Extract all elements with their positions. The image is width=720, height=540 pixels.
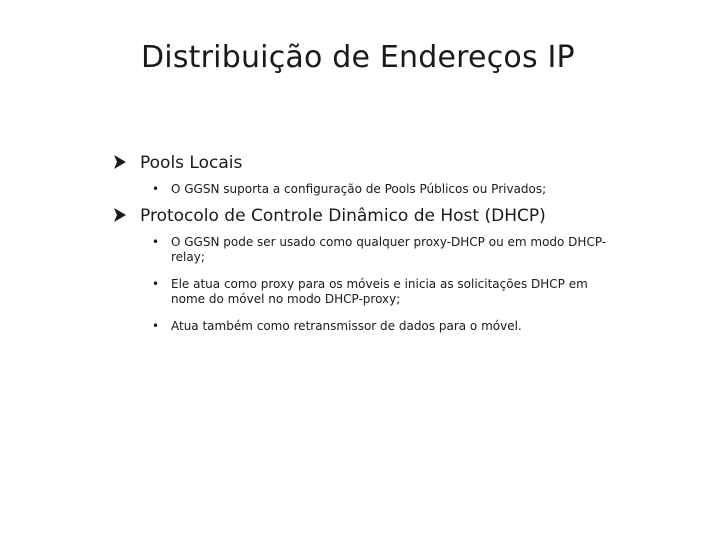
- bullet-glyph: •: [152, 277, 160, 291]
- list-item-text: O GGSN pode ser usado como qualquer proxy-DHCP ou em modo DHCP-relay;: [171, 235, 607, 264]
- list-item: [152, 235, 612, 265]
- bullet-glyph: •: [152, 319, 160, 333]
- bullet-glyph: •: [152, 235, 160, 249]
- arrow-bullet-icon: [112, 206, 140, 226]
- slide-title: Distribuição de Endereços IP: [141, 40, 575, 75]
- list-item: [152, 182, 612, 197]
- list-item-text: O GGSN suporta a configuração de Pools Públicos ou Privados;: [171, 182, 547, 196]
- arrow-bullet-icon: [112, 153, 140, 173]
- section-pools-locais: [112, 153, 242, 173]
- section-label: Pools Locais: [140, 153, 243, 173]
- list-item: [152, 277, 612, 307]
- list-item-text: Atua também como retransmissor de dados para o móvel.: [171, 319, 522, 333]
- bullet-glyph: •: [152, 182, 160, 196]
- section-dhcp: [112, 206, 546, 226]
- list-item: [152, 319, 612, 334]
- section-label: Protocolo de Controle Dinâmico de Host (DHCP): [140, 206, 546, 226]
- list-item-text: Ele atua como proxy para os móveis e inicia as solicitações DHCP em nome do móvel no modo DHCP-proxy;: [171, 277, 588, 306]
